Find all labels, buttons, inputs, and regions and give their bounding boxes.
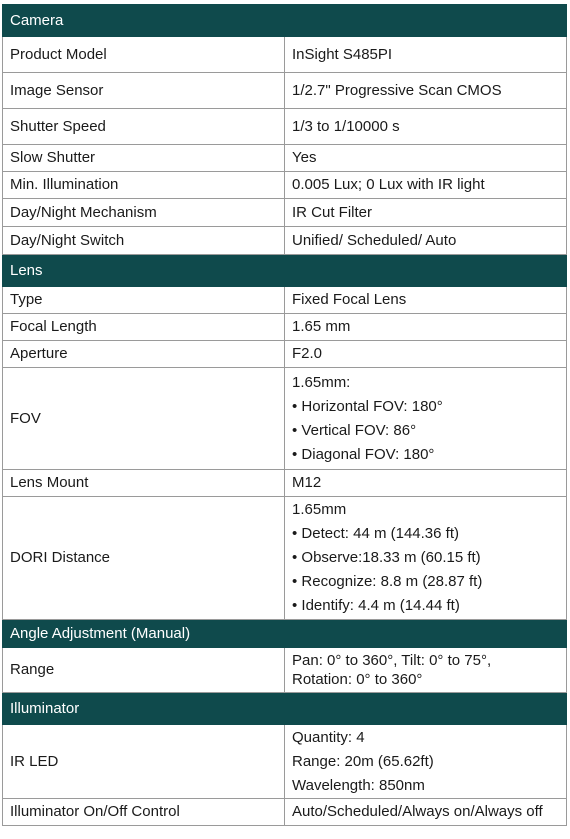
spec-value: 0.005 Lux; 0 Lux with IR light — [285, 172, 567, 199]
spec-label: IR LED — [3, 725, 285, 799]
spec-value: InSight S485PI — [285, 37, 567, 73]
fov-line: • Horizontal FOV: 180° — [292, 397, 443, 415]
spec-label: DORI Distance — [3, 497, 285, 620]
spec-value: 1/3 to 1/10000 s — [285, 109, 567, 145]
spec-row-slow-shutter — [3, 145, 567, 172]
fov-line: • Diagonal FOV: 180° — [292, 445, 435, 463]
spec-value: IR Cut Filter — [285, 199, 567, 227]
section-header-illuminator — [3, 693, 567, 725]
spec-label: Aperture — [3, 341, 285, 368]
spec-label: Range — [3, 648, 285, 693]
spec-value: Fixed Focal Lens — [285, 287, 567, 314]
fov-line: 1.65mm: — [292, 373, 351, 391]
spec-label: Product Model — [3, 37, 285, 73]
spec-row-dori-distance — [3, 497, 567, 620]
spec-value: 1/2.7" Progressive Scan CMOS — [285, 73, 567, 109]
spec-row-fov — [3, 368, 567, 470]
section-title: Angle Adjustment (Manual) — [3, 620, 567, 648]
fov-line: • Vertical FOV: 86° — [292, 421, 417, 439]
spec-value: Unified/ Scheduled/ Auto — [285, 227, 567, 255]
spec-label: Slow Shutter — [3, 145, 285, 172]
spec-label: Shutter Speed — [3, 109, 285, 145]
spec-row-focal-length — [3, 314, 567, 341]
section-title: Camera — [3, 5, 567, 37]
spec-label: FOV — [3, 368, 285, 470]
spec-value: Auto/Scheduled/Always on/Always off — [285, 799, 567, 826]
spec-row-ir-led — [3, 725, 567, 799]
spec-sheet — [2, 4, 567, 826]
spec-row-image-sensor — [3, 73, 567, 109]
spec-label: Illuminator On/Off Control — [3, 799, 285, 826]
spec-row-aperture — [3, 341, 567, 368]
dori-line: • Recognize: 8.8 m (28.87 ft) — [292, 573, 483, 590]
spec-value: M12 — [285, 470, 567, 497]
spec-label: Image Sensor — [3, 73, 285, 109]
spec-value: 1.65 mm — [285, 314, 567, 341]
section-title: Lens — [3, 255, 567, 287]
dori-line: 1.65mm — [292, 501, 347, 518]
spec-row-lens-mount — [3, 470, 567, 497]
spec-value: F2.0 — [285, 341, 567, 368]
ir-led-line: Quantity: 4 — [292, 728, 365, 746]
spec-value: Yes — [285, 145, 567, 172]
section-header-lens — [3, 255, 567, 287]
spec-label: Type — [3, 287, 285, 314]
spec-label: Focal Length — [3, 314, 285, 341]
dori-line: • Observe:18.33 m (60.15 ft) — [292, 549, 481, 566]
spec-row-illuminator-control — [3, 799, 567, 826]
dori-line: • Detect: 44 m (144.36 ft) — [292, 525, 459, 542]
spec-value — [285, 497, 567, 620]
spec-value: Pan: 0° to 360°, Tilt: 0° to 75°, Rotation: 0° to 360° — [285, 648, 567, 693]
spec-row-day-night-mechanism — [3, 199, 567, 227]
ir-led-line: Range: 20m (65.62ft) — [292, 752, 434, 770]
section-title: Illuminator — [3, 693, 567, 725]
ir-led-line: Wavelength: 850nm — [292, 776, 425, 794]
spec-label: Min. Illumination — [3, 172, 285, 199]
spec-value — [285, 368, 567, 470]
spec-row-type — [3, 287, 567, 314]
spec-label: Day/Night Switch — [3, 227, 285, 255]
spec-row-shutter-speed — [3, 109, 567, 145]
spec-label: Lens Mount — [3, 470, 285, 497]
spec-row-min-illumination — [3, 172, 567, 199]
spec-row-product-model — [3, 37, 567, 73]
spec-value — [285, 725, 567, 799]
spec-table — [2, 4, 567, 826]
spec-label: Day/Night Mechanism — [3, 199, 285, 227]
spec-row-day-night-switch — [3, 227, 567, 255]
section-header-camera — [3, 5, 567, 37]
spec-row-range — [3, 648, 567, 693]
section-header-angle-adjustment — [3, 620, 567, 648]
dori-line: • Identify: 4.4 m (14.44 ft) — [292, 597, 460, 614]
